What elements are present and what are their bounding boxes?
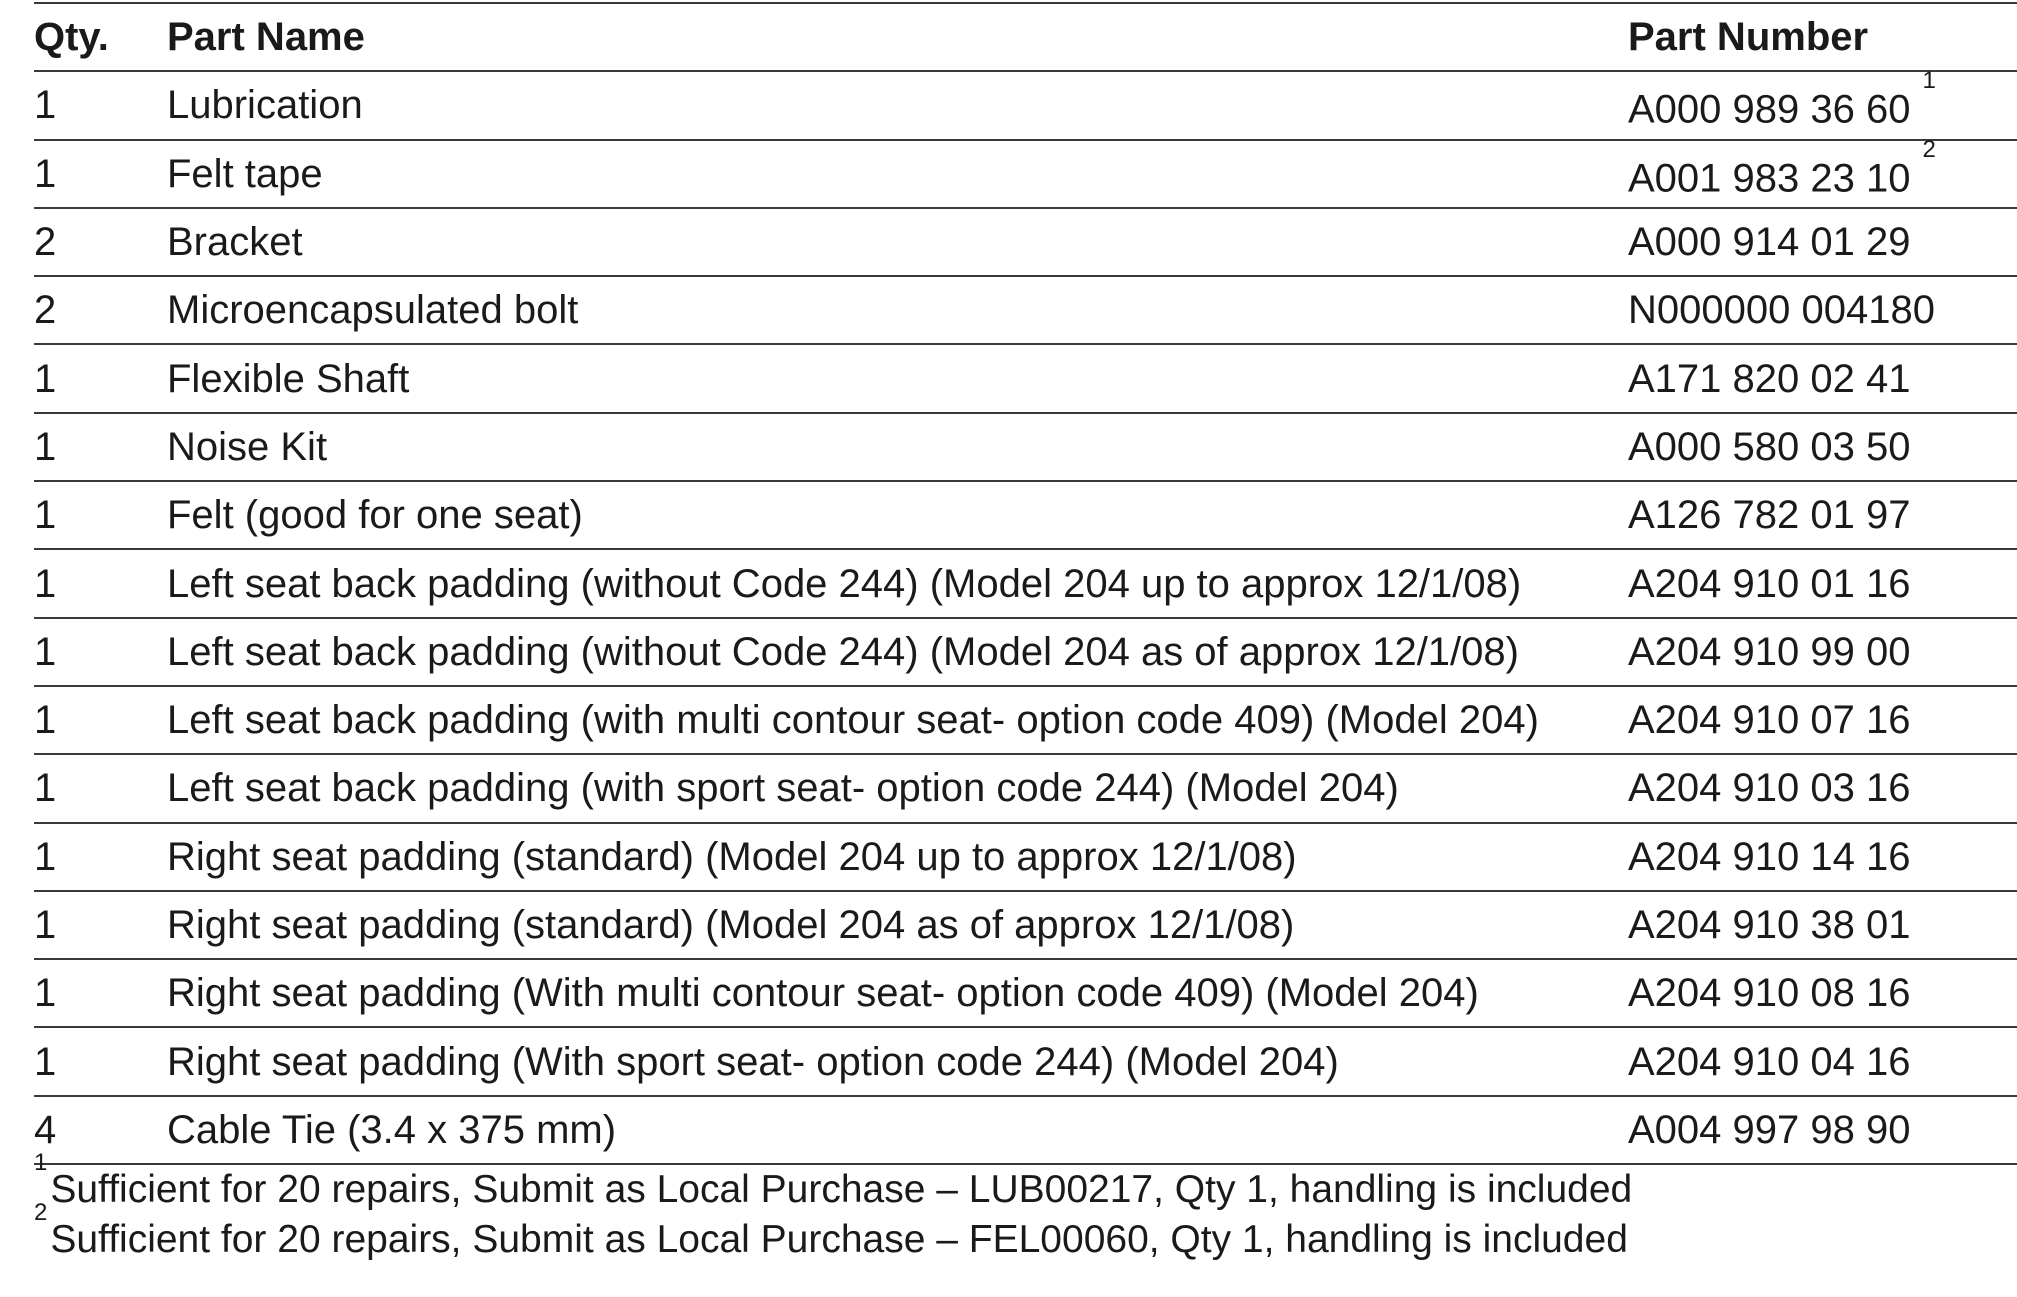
table-row: [34, 686, 2017, 754]
part-name-cell: Noise Kit: [167, 413, 1628, 481]
footnotes: [34, 1149, 2017, 1261]
part-number-cell: [1628, 67, 2017, 139]
table-body: [34, 67, 2017, 1164]
qty-cell: 1: [34, 823, 167, 891]
qty-cell: 1: [34, 754, 167, 822]
qty-cell: 1: [34, 891, 167, 959]
table-row: [34, 1027, 2017, 1095]
qty-cell: 2: [34, 208, 167, 276]
part-number-cell: [1628, 959, 2017, 1027]
part-number-text: N000000 004180: [1628, 288, 1935, 333]
part-number-text: A204 910 03 16: [1628, 766, 1911, 811]
part-number-cell: [1628, 481, 2017, 549]
column-header-qty: Qty.: [34, 3, 167, 71]
column-header-part-name: Part Name: [167, 3, 1628, 71]
part-number-cell: [1628, 135, 2017, 208]
part-number-cell: [1628, 1096, 2017, 1164]
qty-cell: 1: [34, 140, 167, 208]
part-number-cell: [1628, 413, 2017, 481]
table-row: [34, 413, 2017, 481]
part-number-cell: [1628, 1027, 2017, 1095]
part-number-text: A001 983 23 10: [1628, 155, 1911, 200]
table-row: [34, 618, 2017, 686]
part-name-cell: Left seat back padding (without Code 244) (Model 204 up to approx 12/1/08): [167, 549, 1628, 617]
part-number-cell: [1628, 344, 2017, 412]
table-row: [34, 276, 2017, 344]
qty-cell: 1: [34, 413, 167, 481]
part-name-cell: Felt tape: [167, 140, 1628, 208]
part-number-text: A171 820 02 41: [1628, 356, 1911, 401]
part-number-text: A000 989 36 60: [1628, 87, 1911, 132]
part-number-cell: [1628, 549, 2017, 617]
table-header-row: [34, 3, 2017, 71]
parts-table: [34, 2, 2017, 1165]
table-row: [34, 1096, 2017, 1164]
part-number-text: A000 580 03 50: [1628, 424, 1911, 469]
part-number-text: A000 914 01 29: [1628, 220, 1911, 265]
part-name-cell: Left seat back padding (without Code 244) (Model 204 as of approx 12/1/08): [167, 618, 1628, 686]
part-number-text: A204 910 99 00: [1628, 629, 1911, 674]
part-name-cell: Flexible Shaft: [167, 344, 1628, 412]
part-number-text: A126 782 01 97: [1628, 493, 1911, 538]
part-name-cell: Left seat back padding (with multi contour seat- option code 409) (Model 204): [167, 686, 1628, 754]
part-name-cell: Right seat padding (standard) (Model 204 as of approx 12/1/08): [167, 891, 1628, 959]
part-number-cell: [1628, 618, 2017, 686]
qty-cell: 1: [34, 1027, 167, 1095]
part-name-cell: Right seat padding (standard) (Model 204 up to approx 12/1/08): [167, 823, 1628, 891]
table-row: [34, 754, 2017, 822]
part-name-cell: Lubrication: [167, 71, 1628, 139]
part-number-text: A204 910 07 16: [1628, 698, 1911, 743]
part-number-text: A204 910 01 16: [1628, 561, 1911, 606]
part-number-cell: [1628, 686, 2017, 754]
column-header-part-number: Part Number: [1628, 3, 2017, 71]
part-name-cell: Bracket: [167, 208, 1628, 276]
part-number-text: A204 910 08 16: [1628, 971, 1911, 1016]
qty-cell: 1: [34, 71, 167, 139]
table-row: [34, 823, 2017, 891]
part-number-text: A004 997 98 90: [1628, 1107, 1911, 1152]
table-row: [34, 959, 2017, 1027]
footnote-mark: 1: [34, 1149, 48, 1176]
part-name-cell: Microencapsulated bolt: [167, 276, 1628, 344]
part-number-cell: [1628, 754, 2017, 822]
qty-cell: 1: [34, 344, 167, 412]
part-number-text: A204 910 14 16: [1628, 834, 1911, 879]
table-row: [34, 71, 2017, 139]
table-row: [34, 891, 2017, 959]
footnote: [34, 1199, 2017, 1261]
part-number-cell: [1628, 823, 2017, 891]
qty-cell: 1: [34, 959, 167, 1027]
footnote-mark: 2: [34, 1199, 48, 1226]
part-number-text: A204 910 38 01: [1628, 903, 1911, 947]
part-number-text: A204 910 04 16: [1628, 1039, 1911, 1084]
footnote-reference: 2: [1922, 135, 1936, 163]
part-number-cell: [1628, 208, 2017, 276]
footnote-text: Sufficient for 20 repairs, Submit as Local Purchase – FEL00060, Qty 1, handling is included: [50, 1218, 1628, 1261]
part-number-cell: [1628, 276, 2017, 344]
part-name-cell: Right seat padding (With multi contour seat- option code 409) (Model 204): [167, 959, 1628, 1027]
qty-cell: 2: [34, 276, 167, 344]
qty-cell: 1: [34, 618, 167, 686]
footnote: [34, 1149, 2017, 1211]
table-row: [34, 140, 2017, 208]
qty-cell: 1: [34, 549, 167, 617]
part-name-cell: Cable Tie (3.4 x 375 mm): [167, 1096, 1628, 1164]
qty-cell: 4: [34, 1096, 167, 1164]
part-name-cell: Left seat back padding (with sport seat- option code 244) (Model 204): [167, 754, 1628, 822]
qty-cell: 1: [34, 686, 167, 754]
footnote-text: Sufficient for 20 repairs, Submit as Local Purchase – LUB00217, Qty 1, handling is included: [50, 1168, 1633, 1211]
part-name-cell: Felt (good for one seat): [167, 481, 1628, 549]
table-row: [34, 344, 2017, 412]
table-row: [34, 481, 2017, 549]
part-number-cell: [1628, 891, 2017, 959]
table-row: [34, 549, 2017, 617]
part-name-cell: Right seat padding (With sport seat- option code 244) (Model 204): [167, 1027, 1628, 1095]
qty-cell: 1: [34, 481, 167, 549]
footnote-reference: 1: [1922, 67, 1936, 95]
table-row: [34, 208, 2017, 276]
